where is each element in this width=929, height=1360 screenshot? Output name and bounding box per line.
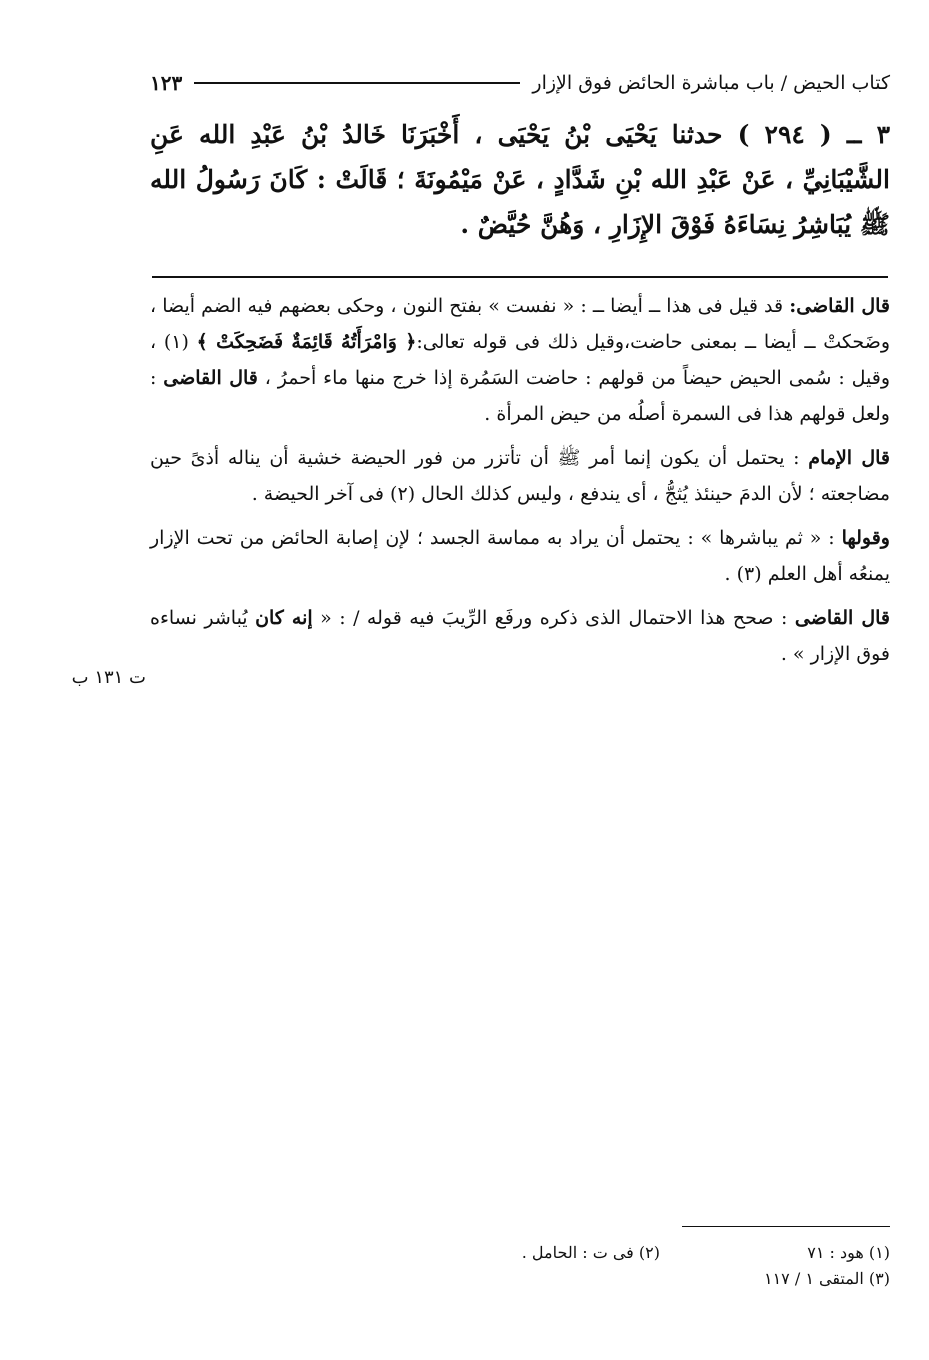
commentary [150,288,890,680]
footnote-2: (٢) فى ت : الحامل . [521,1243,660,1262]
speaker-label: وقولها [841,527,890,549]
hadith-divider [152,276,888,278]
footnote-1: (١) هود : ٧١ [807,1243,890,1262]
paragraph-text: : صحح هذا الاحتمال الذى ذكره ورفَع الرِّيبَ فيه قوله / : « [312,607,795,629]
hadith-text: ٣ ــ ( ٢٩٤ ) حدثنا يَحْيَى بْنُ يَحْيَى ، أَخْبَرَنَا خَالدُ بْنُ عَبْدِ الله عَنِ الشَّيْبَانِيِّ ، عَنْ عَبْدِ الله بْنِ شَدَّادٍ ، عَنْ مَيْمُونَةَ ؛ قَالَتْ : كَانَ رَسُولُ الله ﷺ يُبَاشِرُ نِسَاءَهُ فَوْقَ الإِزَارِ ، وَهُنَّ حُيَّضٌ . [150,120,890,239]
emphasis-text: إنه كان [255,607,313,629]
speaker-label: قال القاضى: [789,295,890,317]
page-number: ١٢٣ [150,71,183,95]
paragraph-text: : ولعل قولهم هذا فى السمرة أصلُه من حيض المرأة . [150,367,890,425]
header-title: كتاب الحيض / باب مباشرة الحائض فوق الإزار [532,72,890,94]
paragraph-text: : يحتمل أن يكون إنما أمر ﷺ أن تأتزر من فور الحيضة خشية أن يناله أذىً حين مضاجعته ؛ لأن الدمَ حينئذ يُثجُّ ، أى يندفع ، وليس كذلك الحال (٢) فى آخر الحيضة . [150,447,890,505]
manuscript-margin-note: ت ١٣١ ب [71,667,146,688]
speaker-label: قال القاضى [163,367,258,389]
paragraph-text: : « ثم يباشرها » : يحتمل أن يراد به مماسة الجسد ؛ لإن إصابة الحائض من تحت الإزار يمنعُه أهل العلم (٣) . [150,527,890,585]
commentary-paragraph-2 [150,440,890,512]
commentary-paragraph-1 [150,288,890,432]
footnote-row [150,1240,890,1266]
commentary-paragraph-4 [150,600,890,672]
commentary-paragraph-3 [150,520,890,592]
paragraph-text: (١) ، وقيل : سُمى الحيض حيضاً من قولهم : حاضت السَمُرة إذا خرج منها ماء أحمرُ ، [150,331,890,389]
footnote-divider [682,1226,890,1227]
paragraph-text: يُباشر نساءه فوق الإزار » . [150,607,890,665]
speaker-label: قال الإمام [808,447,890,469]
header-rule [194,82,520,84]
footnote-row [150,1266,890,1292]
speaker-label: قال القاضى [794,607,891,629]
running-header [150,66,890,100]
footnote-3: (٣) المتقى ١ / ١١٧ [763,1269,890,1288]
footnotes [150,1240,890,1292]
quran-verse: ﴿ وَامْرَأَتُهُ قَائِمَةٌ فَضَحِكَتْ ﴾ [196,331,417,353]
paragraph-text: قد قيل فى هذا ــ أيضا ــ : « نفست » بفتح النون ، وحكى بعضهم فيه الضم أيضا ، وضَحكتْ ــ أيضا ــ بمعنى حاضت،وقيل ذلك فى قوله تعالى: [150,295,891,353]
